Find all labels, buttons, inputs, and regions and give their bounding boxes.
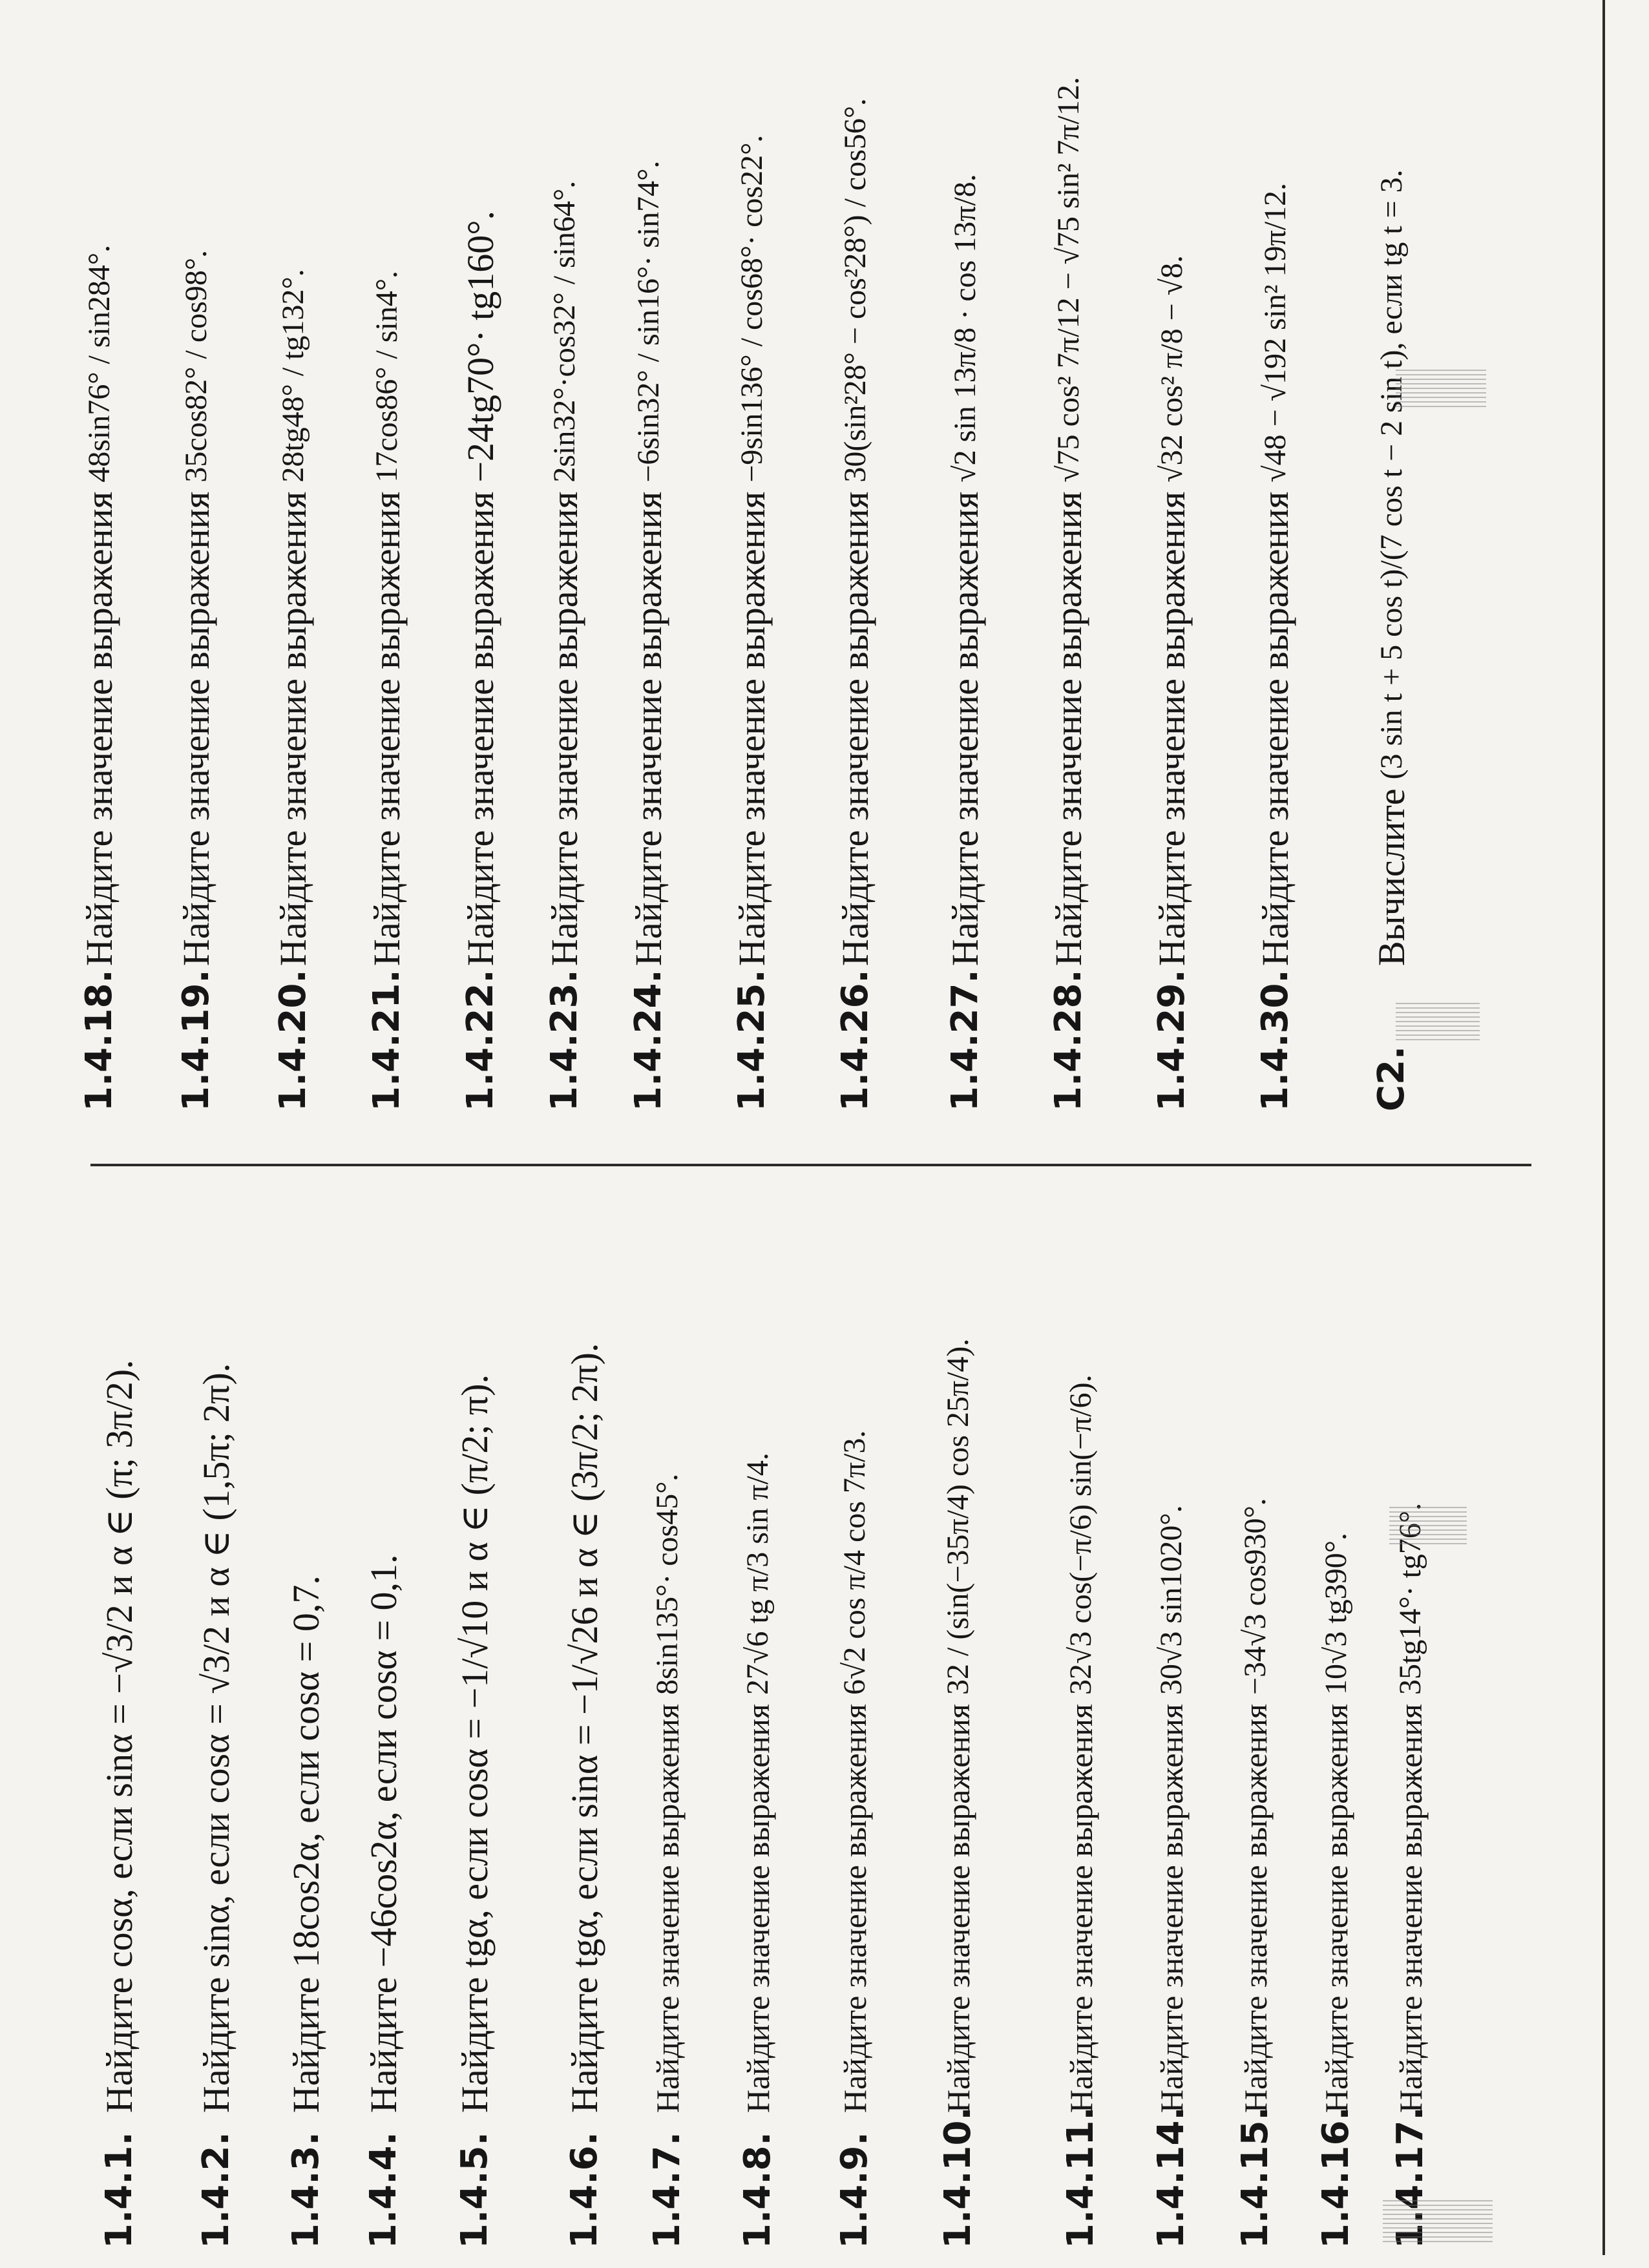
problem-math: если cosα = 0,1. bbox=[362, 1554, 404, 1803]
problem-number: 1.4.26. bbox=[834, 969, 876, 1111]
problem-math: √75 cos² 7π/12 − √75 sin² 7π/12. bbox=[1051, 76, 1086, 483]
problem-c2 bbox=[1370, 169, 1413, 1111]
scan-noise bbox=[1389, 1506, 1467, 1544]
problem-1-4-19 bbox=[174, 250, 218, 1111]
problem-1-4-1 bbox=[97, 1360, 141, 2249]
problem-1-4-20 bbox=[271, 269, 315, 1111]
problem-1-4-30 bbox=[1254, 183, 1297, 1111]
problem-math: 35cos82° / cos98°. bbox=[179, 249, 213, 483]
problem-number: 1.4.20. bbox=[272, 969, 314, 1111]
problem-number: 1.4.9. bbox=[834, 2132, 876, 2249]
problem-math: cosα = √3/2 и α ∈ (1,5π; 2π). bbox=[195, 1363, 237, 1804]
scan-noise bbox=[1396, 368, 1486, 407]
problem-math: sinα = −1/√26 и α ∈ (3π/2; 2π). bbox=[563, 1343, 605, 1818]
problem-1-4-2 bbox=[194, 1363, 238, 2249]
problem-text: Найдите значение выражения bbox=[836, 1703, 873, 2113]
problem-1-4-14 bbox=[1150, 1505, 1192, 2249]
problem-number: 1.4.22. bbox=[459, 969, 501, 1111]
problem-number: 1.4.1. bbox=[98, 2132, 140, 2249]
problem-math: 8sin135°· cos45°. bbox=[650, 1473, 684, 1695]
bottom-rule bbox=[1602, 0, 1605, 2255]
problem-math: 10√3 tg390°. bbox=[1319, 1533, 1353, 1695]
problem-math: (3 sin t + 5 cos t)/(7 cos t − 2 sin t), если tg t = 3. bbox=[1374, 169, 1409, 780]
problem-math: 30√3 sin1020°. bbox=[1154, 1505, 1188, 1695]
problem-math: 48sin76° / sin284°. bbox=[82, 244, 116, 483]
problem-text: Найдите значение выражения bbox=[1318, 1703, 1354, 2113]
problem-1-4-25 bbox=[730, 135, 773, 1111]
problem-text: Найдите cosα, если bbox=[98, 1806, 140, 2113]
problem-text: Найдите значение выражения bbox=[940, 1703, 976, 2113]
problem-number: 1.4.27. bbox=[944, 969, 986, 1111]
problem-1-4-16 bbox=[1315, 1533, 1357, 2249]
problem-math: 32 / (sin(−35π/4) cos 25π/4). bbox=[941, 1338, 975, 1695]
problem-1-4-7 bbox=[646, 1474, 688, 2249]
problem-text: Найдите значение выражения bbox=[1151, 491, 1193, 966]
problem-number: 1.4.30. bbox=[1254, 969, 1296, 1111]
problem-1-4-11 bbox=[1060, 1374, 1102, 2249]
problem-math: sinα = −√3/2 и α ∈ (π; 3π/2). bbox=[98, 1360, 140, 1798]
problem-text: Найдите значение выражения bbox=[272, 491, 314, 966]
problem-1-4-28 bbox=[1047, 77, 1090, 1111]
problem-number: 1.4.24. bbox=[627, 969, 669, 1111]
problem-1-4-24 bbox=[627, 161, 670, 1111]
problem-number: 1.4.21. bbox=[366, 969, 408, 1111]
problem-math: cosα = −1/√10 и α ∈ (π/2; π). bbox=[454, 1374, 496, 1818]
problem-math: 35tg14°· tg76°. bbox=[1393, 1502, 1427, 1695]
scan-noise bbox=[1396, 1002, 1480, 1040]
problem-1-4-17 bbox=[1389, 1503, 1431, 2249]
problem-1-4-9 bbox=[834, 1431, 876, 2249]
problem-text: Найдите −46cos2α, bbox=[362, 1811, 404, 2113]
problem-1-4-26 bbox=[834, 98, 877, 1111]
problem-text: Найдите значение выражения bbox=[1047, 491, 1089, 966]
problem-1-4-23 bbox=[543, 181, 586, 1111]
problem-number: 1.4.29. bbox=[1151, 969, 1193, 1111]
problem-math: −34√3 cos930°. bbox=[1238, 1498, 1272, 1695]
problem-text: Найдите значение выражения bbox=[1062, 1703, 1099, 2113]
problem-text: Найдите значение выражения bbox=[944, 491, 986, 966]
problem-1-4-18 bbox=[78, 245, 121, 1111]
problem-number: 1.4.10. bbox=[937, 2106, 979, 2249]
problem-math: 2sin32°·cos32° / sin64°. bbox=[547, 180, 582, 483]
problem-number: 1.4.14. bbox=[1150, 2106, 1192, 2249]
problem-number: 1.4.11. bbox=[1060, 2106, 1102, 2249]
problem-1-4-22 bbox=[459, 211, 502, 1111]
problem-text: Найдите tgα, если bbox=[563, 1827, 605, 2113]
problem-math: √2 sin 13π/8 · cos 13π/8. bbox=[948, 174, 982, 483]
problem-number: 1.4.3. bbox=[285, 2132, 327, 2249]
problem-text: Найдите значение выражения bbox=[627, 491, 669, 966]
problem-text: Найдите tgα, если bbox=[453, 1827, 496, 2113]
problem-number: 1.4.19. bbox=[175, 969, 217, 1111]
problem-text: Найдите 18cos2α, bbox=[285, 1832, 327, 2113]
problem-math: 27√6 tg π/3 sin π/4. bbox=[740, 1453, 775, 1695]
problem-number: 1.4.15. bbox=[1234, 2106, 1276, 2249]
problem-text: Найдите sinα, если bbox=[194, 1812, 237, 2113]
problem-number: 1.4.25. bbox=[731, 969, 773, 1111]
problem-text: Найдите значение выражения bbox=[175, 491, 217, 966]
problem-text: Найдите значение выражения bbox=[543, 491, 585, 966]
problem-text: Найдите значение выражения bbox=[459, 491, 501, 966]
problem-number: 1.4.6. bbox=[563, 2132, 605, 2249]
problem-text: Найдите значение выражения bbox=[834, 491, 876, 966]
problem-number: 1.4.28. bbox=[1047, 969, 1089, 1111]
problem-math: 32√3 cos(−π/6) sin(−π/6). bbox=[1064, 1374, 1098, 1695]
problem-1-4-6 bbox=[562, 1343, 606, 2249]
problem-1-4-3 bbox=[284, 1575, 328, 2249]
problem-number: 1.4.8. bbox=[737, 2132, 779, 2249]
problem-math: √32 cos² π/8 − √8. bbox=[1155, 255, 1189, 483]
problem-text: Найдите значение выражения bbox=[366, 491, 408, 966]
problem-number: 1.4.18. bbox=[78, 969, 120, 1111]
problem-text: Найдите значение выражения bbox=[78, 491, 120, 966]
problem-number: 1.4.4. bbox=[362, 2132, 404, 2249]
problem-number: 1.4.23. bbox=[543, 969, 585, 1111]
problem-1-4-8 bbox=[737, 1453, 779, 2249]
problem-number: 1.4.2. bbox=[194, 2132, 237, 2249]
problem-text: Найдите значение выражения bbox=[1392, 1703, 1429, 2113]
problem-math: −6sin32° / sin16°· sin74°. bbox=[631, 160, 666, 483]
problem-math: −24tg70°· tg160°. bbox=[459, 211, 501, 483]
problem-math: √48 − √192 sin² 19π/12. bbox=[1258, 182, 1292, 483]
problem-number: 1.4.5. bbox=[453, 2132, 496, 2249]
problem-math: 17cos86° / sin4°. bbox=[370, 270, 404, 483]
problem-text: Найдите значение выражения bbox=[1153, 1703, 1190, 2113]
problem-number: 1.4.16. bbox=[1315, 2106, 1357, 2249]
problem-text: Найдите значение выражения bbox=[649, 1703, 686, 2113]
problem-1-4-27 bbox=[943, 174, 987, 1111]
problem-1-4-4 bbox=[362, 1554, 405, 2249]
problem-math: 6√2 cos π/4 cos 7π/3. bbox=[837, 1430, 872, 1695]
problem-text: Найдите значение выражения bbox=[1254, 491, 1296, 966]
column-divider bbox=[90, 1164, 1531, 1166]
problem-number: 1.4.7. bbox=[646, 2132, 688, 2249]
problem-1-4-21 bbox=[365, 271, 408, 1111]
problem-math: −9sin136° / cos68°· cos22°. bbox=[735, 134, 769, 483]
problem-text: Вычислите bbox=[1371, 788, 1413, 966]
problem-number: C2. bbox=[1371, 1045, 1413, 1111]
problem-math: 30(sin²28° − cos²28°) / cos56°. bbox=[838, 98, 872, 483]
problem-text: Найдите значение выражения bbox=[731, 491, 773, 966]
problem-math: если cosα = 0,7. bbox=[285, 1575, 327, 1823]
problem-number: 1.4.17. bbox=[1389, 2106, 1431, 2249]
problem-1-4-5 bbox=[452, 1374, 496, 2249]
scan-noise bbox=[1383, 2197, 1493, 2242]
problem-1-4-29 bbox=[1150, 255, 1193, 1111]
problem-text: Найдите значение выражения bbox=[739, 1703, 776, 2113]
problem-text: Найдите значение выражения bbox=[1237, 1703, 1274, 2113]
problem-math: 28tg48° / tg132°. bbox=[276, 269, 310, 483]
problem-1-4-10 bbox=[937, 1338, 979, 2249]
problem-1-4-15 bbox=[1234, 1498, 1276, 2249]
